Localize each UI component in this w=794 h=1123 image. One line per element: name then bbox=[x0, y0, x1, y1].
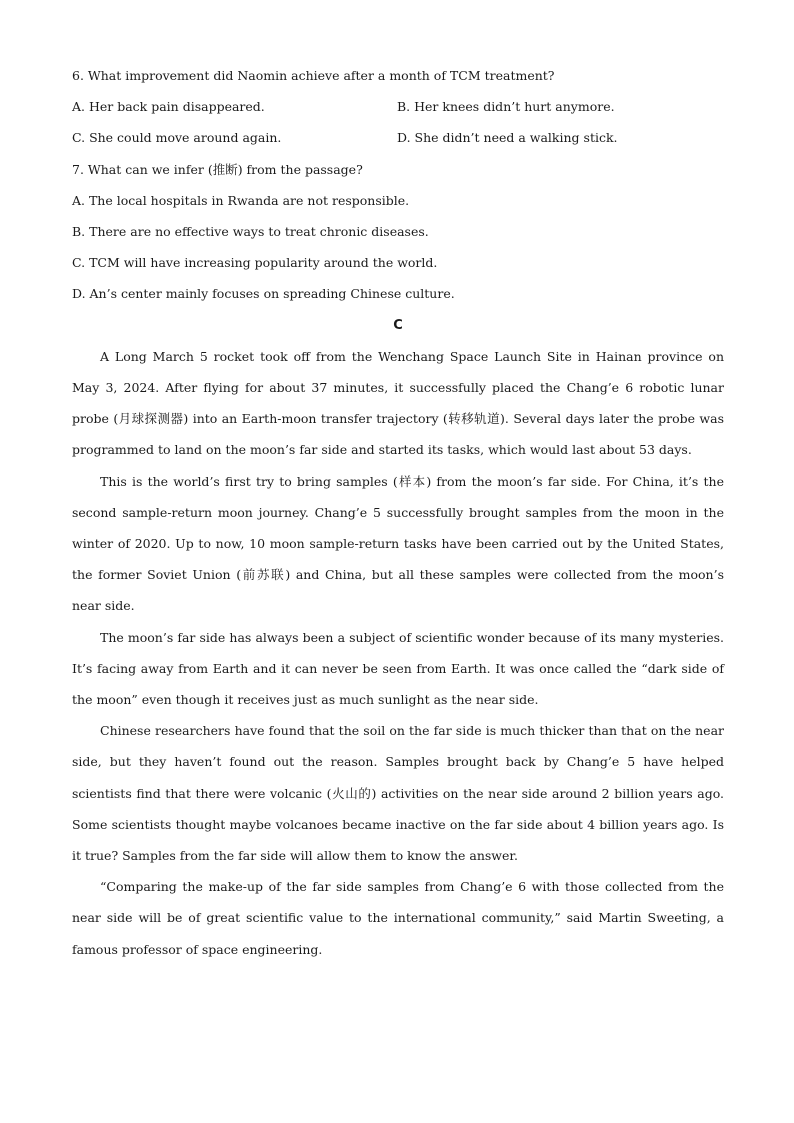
section-title: C bbox=[393, 317, 403, 333]
question-7-option-d: D. An’s center mainly focuses on spreading Chinese culture. bbox=[72, 286, 455, 302]
question-7-option-a: A. The local hospitals in Rwanda are not responsible. bbox=[72, 192, 410, 208]
passage-paragraph-3: The moon’s far side has always been a subject of scientific wonder because of its many mysteries. It’s facing away from Earth and it can never be seen from Earth. It was once called the “dark side of the moon” even though it receives just as much sunlight as the near side. bbox=[72, 629, 724, 708]
passage-paragraph-5: “Comparing the make-up of the far side samples from Chang’e 6 with those collected from the near side will be of great scientific value to the international community,” said Martin Sweeting, a famous professor of space engineering. bbox=[72, 879, 724, 957]
question-7-stem: 7. What can we infer (推断) from the passage? bbox=[72, 161, 363, 177]
passage-paragraph-1: A Long March 5 rocket took off from the Wenchang Space Launch Site in Hainan province on May 3, 2024. After flying for about 37 minutes, it successfully placed the Chang’e 6 robotic lunar probe (月球探测器) into an Earth-moon transfer trajectory (转移轨道). Several days later the probe was programmed to land on the moon’s far side and started its tasks, which would last about 53 days. bbox=[72, 348, 724, 458]
question-6-option-c: C. She could move around again. bbox=[72, 130, 282, 146]
question-7-option-b: B. There are no effective ways to treat chronic diseases. bbox=[72, 224, 429, 240]
question-6-stem: 6. What improvement did Naomin achieve after a month of TCM treatment? bbox=[72, 68, 555, 83]
question-6-options-row-1 bbox=[72, 91, 724, 122]
passage-paragraph-2: This is the world’s first try to bring samples (样本) from the moon’s far side. For China, it’s the second sample-return moon journey. Chang’e 5 successfully brought samples from the moon in the winter of 2020. Up to now, 10 moon sample-return tasks have been carried out by the United States, the former Soviet Union (前苏联) and China, but all these samples were collected from the moon’s near side. bbox=[72, 473, 724, 614]
document-page bbox=[72, 60, 724, 965]
question-6-option-b: B. Her knees didn’t hurt anymore. bbox=[397, 99, 615, 115]
passage-paragraph-4: Chinese researchers have found that the soil on the far side is much thicker than that on the near side, but they haven’t found out the reason. Samples brought back by Chang’e 5 have helped scientists find that there were volcanic (火山的) activities on the near side around 2 billion years ago. Some scientists thought maybe volcanoes became inactive on the far side about 4 billion years ago. Is it true? Samples from the far side will allow them to know the answer. bbox=[72, 723, 724, 864]
question-6-option-a: A. Her back pain disappeared. bbox=[72, 99, 265, 115]
question-7-option-c: C. TCM will have increasing popularity around the world. bbox=[72, 255, 438, 271]
question-6-option-d: D. She didn’t need a walking stick. bbox=[397, 130, 618, 146]
question-6-options-row-2 bbox=[72, 122, 724, 153]
